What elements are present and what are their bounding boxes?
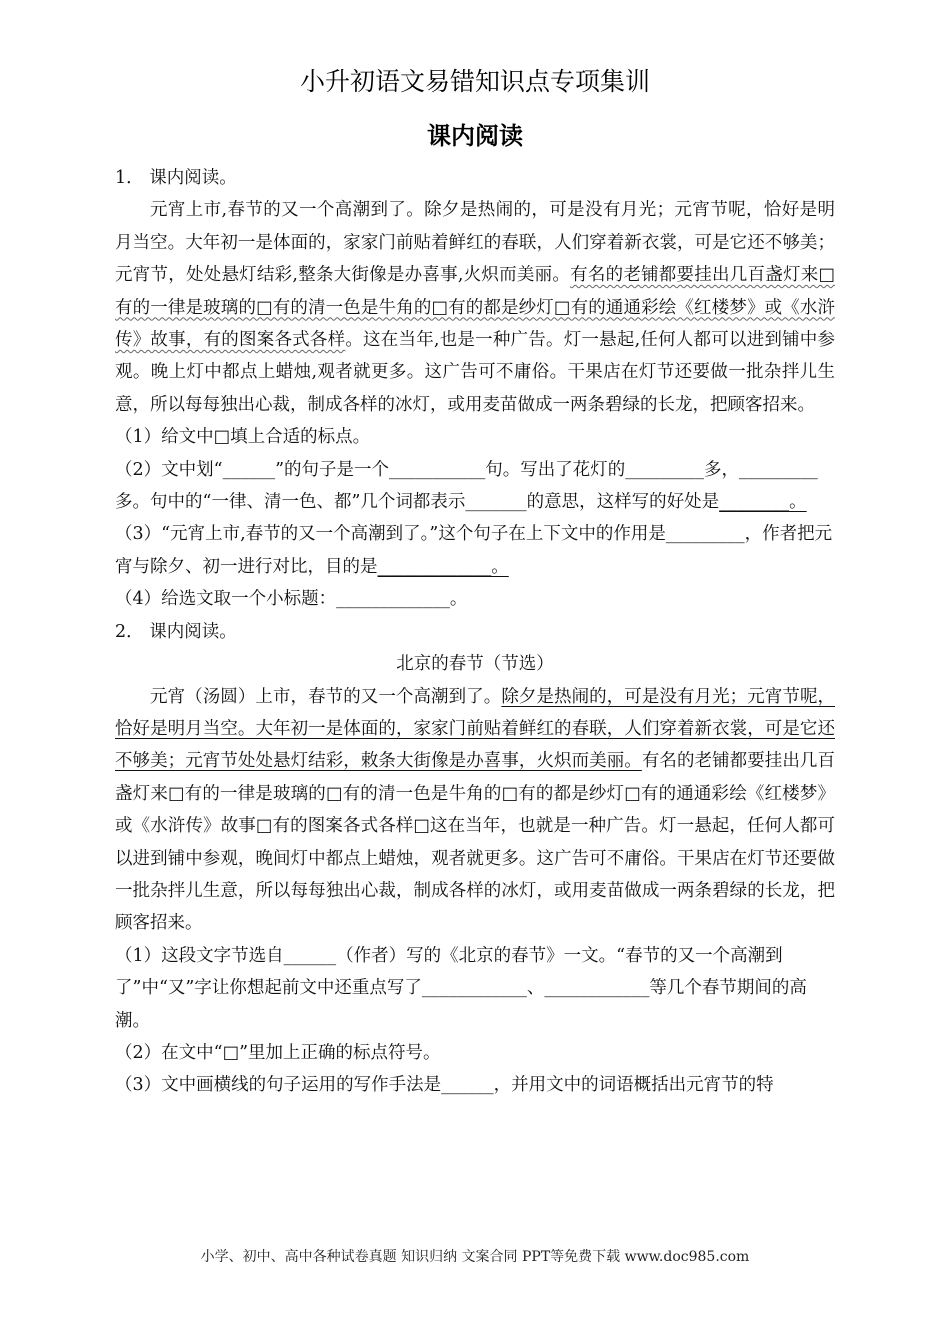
q1-sub2-text: （2）文中划“______”的句子是一个___________句。写出了花灯的_________多，_________多。句中的“一律、清一色、都”几个词都表示_______的意思，这样写的好处是 <box>115 459 818 513</box>
q1-sub2 <box>115 454 835 519</box>
q2-passage-underlined-sentence: 除夕是热闹的，可是没有月光；元宵节呢，恰好是明月当空。大年初一是体面的，家家门前贴着鲜红的春联，人们穿着新衣裳，可是它还不够美；元宵节处处悬灯结彩，敕条大街像是办喜事，火炽而美丽。 <box>115 686 836 772</box>
q2-sub2: （2）在文中“□”里加上正确的标点符号。 <box>115 1042 441 1063</box>
q2-passage-part-b: 有名的老铺都要挂出几百盏灯来□有的一律是玻璃的□有的清一色是牛角的□有的都是纱灯□有的通通彩绘《红楼梦》或《水浒传》故事□有的图案各式各样□这在当年，也就是一种广告。灯一悬起，任何人都可以进到铺中参观，晚间灯中都点上蜡烛，观者就更多。这广告可不庸俗。干果店在灯节还要做一批杂拌儿生意，所以每每独出心裁，制成各样的冰灯，或用麦苗做成一两条碧绿的长龙，把顾客招来。 <box>115 751 835 934</box>
q1-passage-part-a: 元宵上市,春节的又一个高潮到了。除夕是热闹的，可是没有月光；元宵节呢，恰好是明月当空。大年初一是体面的，家家门前贴着鲜红的春联，人们穿着新衣裳，可是它还不够美；元宵节，处处悬灯结彩,整条大街像是办喜事,火炽而美丽。 <box>115 200 835 286</box>
q1-passage <box>115 194 835 421</box>
q2-sub1: （1）这段文字节选自______（作者）写的《北京的春节》一文。“春节的又一个高潮到了”中“又”字让你想起前文中还重点写了____________、____________等几个春节期间的高潮。 <box>115 945 807 1031</box>
q2-sub3: （3）文中画横线的句子运用的写作手法是______，并用文中的词语概括出元宵节的特 <box>115 1075 774 1096</box>
q1-passage-wavy-sentence: 有名的老铺都要挂出几百盏灯来□有的一律是玻璃的□有的清一色是牛角的□有的都是纱灯□有的通通彩绘《红楼梦》或《水浒传》故事，有的图案各式各样 <box>115 265 835 351</box>
q1-sub3 <box>115 518 835 583</box>
document-body <box>115 162 835 1102</box>
q1-sub1: （1）给文中□填上合适的标点。 <box>115 427 371 448</box>
q1-sub4: （4）给选文取一个小标题：_____________。 <box>115 589 468 610</box>
q1-passage-part-b: 。这在当年,也是一种广告。灯一悬起,任何人都可以进到铺中参观。晚上灯中都点上蜡烛,观者就更多。这广告可不庸俗。干果店在灯节还要做一批杂拌儿生意，所以每每独出心裁，制成各样的冰灯，或用麦苗做成一两条碧绿的长龙，把顾客招来。 <box>115 330 836 415</box>
page-footer: 小学、初中、高中各种试卷真题 知识归纳 文案合同 PPT等免费下载 www.doc985.com <box>200 1249 750 1265</box>
q1-sub2-answer-blank: ________。 <box>719 492 807 513</box>
q2-passage <box>115 681 835 940</box>
q1-sub3-answer-blank: _____________。 <box>377 556 509 577</box>
q1-heading: 1． 课内阅读。 <box>115 168 237 188</box>
q1-sub3-text: （3）“元宵上市,春节的又一个高潮到了。”这个句子在上下文中的作用是_________，作者把元宵与除夕、初一进行对比，目的是 <box>115 524 833 577</box>
document-subtitle: 课内阅读 <box>427 122 523 150</box>
document-title: 小升初语文易错知识点专项集训 <box>299 67 650 96</box>
q2-heading: 2． 课内阅读。 <box>115 621 237 642</box>
q2-passage-part-a: 元宵（汤圆）上市，春节的又一个高潮到了。 <box>150 686 502 707</box>
q2-passage-title: 北京的春节（节选） <box>396 654 554 675</box>
